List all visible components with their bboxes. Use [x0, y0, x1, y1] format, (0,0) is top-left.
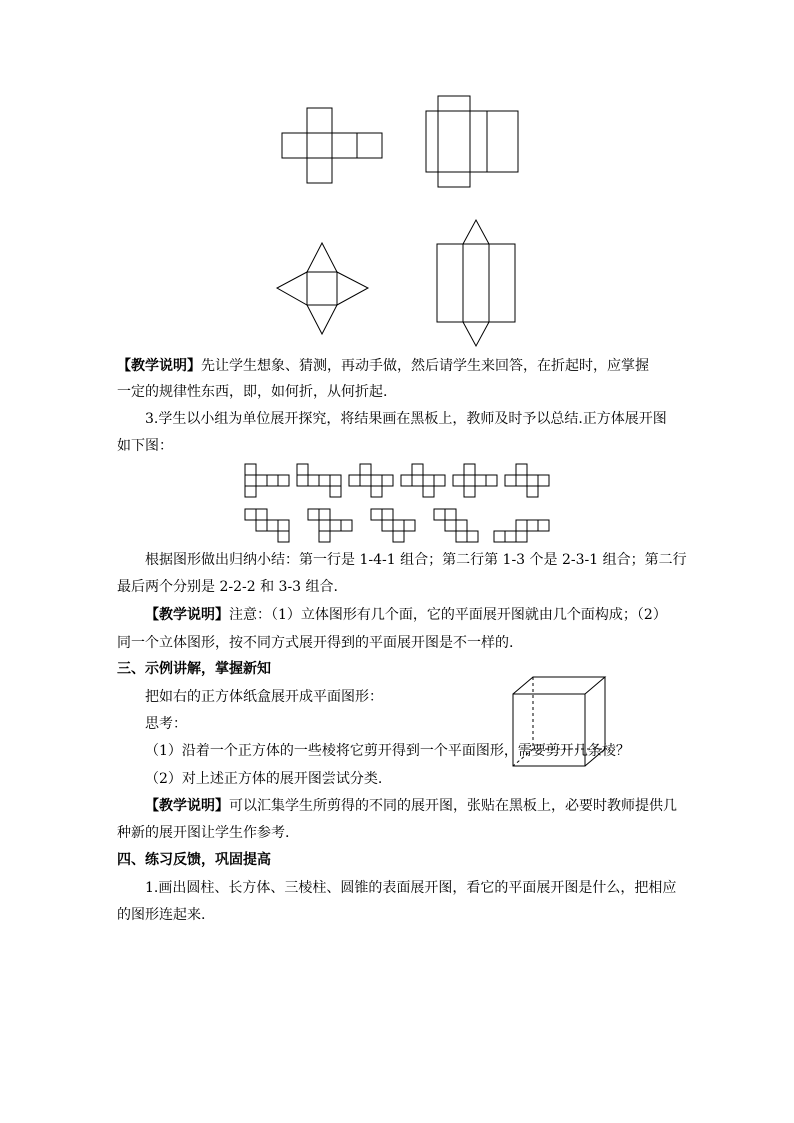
cube-net-7	[245, 509, 289, 542]
cube-net-4	[401, 464, 445, 497]
cube-net-9	[371, 509, 415, 542]
note3-line2: 种新的展开图让学生作参考.	[117, 825, 290, 841]
cube-net-11	[494, 520, 549, 542]
note-tag: 【教学说明】	[145, 607, 229, 623]
cube-net-5	[453, 464, 497, 497]
rectangular-prism-net-figure	[426, 96, 518, 187]
section3-text: 把如右的正方体纸盒展开成平面图形：	[145, 689, 383, 705]
cube-net-8	[308, 509, 352, 542]
cube-net-6	[505, 464, 549, 497]
note1-line2: 一定的规律性东西，即，如何折，从何折起.	[117, 384, 388, 400]
cube-net-2	[297, 464, 341, 497]
note-tag: 【教学说明】	[145, 798, 229, 814]
summary-line1: 根据图形做出归纳小结：第一行是 1-4-1 组合；第二行第 1-3 个是 2-3-1 组合；第二行	[145, 552, 687, 568]
section3-heading: 三、示例讲解，掌握新知	[117, 661, 271, 677]
item3-line1: 3.学生以小组为单位展开探究，将结果画在黑板上，教师及时予以总结.正方体展开图	[145, 411, 667, 427]
cube-net-cross-figure	[282, 108, 382, 183]
item3-line2: 如下图：	[117, 438, 173, 454]
note2-line2: 同一个立体图形，按不同方式展开得到的平面展开图是不一样的.	[117, 635, 514, 651]
triangular-prism-net-figure	[437, 220, 515, 346]
cube-net-1	[245, 464, 289, 497]
section4-line1: 1.画出圆柱、长方体、三棱柱、圆锥的表面展开图，看它的平面展开图是什么，把相应	[145, 880, 677, 896]
note1-line1: 【教学说明】先让学生想象、猜测，再动手做，然后请学生来回答，在折起时，应掌握	[117, 358, 649, 374]
note3-line1: 【教学说明】可以汇集学生所剪得的不同的展开图，张贴在黑板上，必要时教师提供几	[145, 798, 677, 814]
note-tag: 【教学说明】	[117, 358, 201, 374]
cube-nets-group	[245, 464, 549, 542]
cube-net-10	[434, 509, 478, 542]
section4-line2: 的图形连起来.	[117, 907, 206, 923]
section3-q1: （1）沿着一个正方体的一些棱将它剪开得到一个平面图形，需要剪开几条棱？	[145, 743, 630, 759]
note2-line1: 【教学说明】注意：（1）立体图形有几个面，它的平面展开图就由几个面构成；（2）	[145, 607, 667, 623]
section3-think: 思考：	[145, 716, 187, 732]
square-pyramid-net-figure	[277, 243, 368, 334]
cube-net-3	[349, 464, 393, 497]
section4-heading: 四、练习反馈，巩固提高	[117, 852, 271, 868]
section3-q2: （2）对上述正方体的展开图尝试分类.	[145, 771, 383, 787]
summary-line2: 最后两个分别是 2-2-2 和 3-3 组合.	[117, 579, 338, 595]
